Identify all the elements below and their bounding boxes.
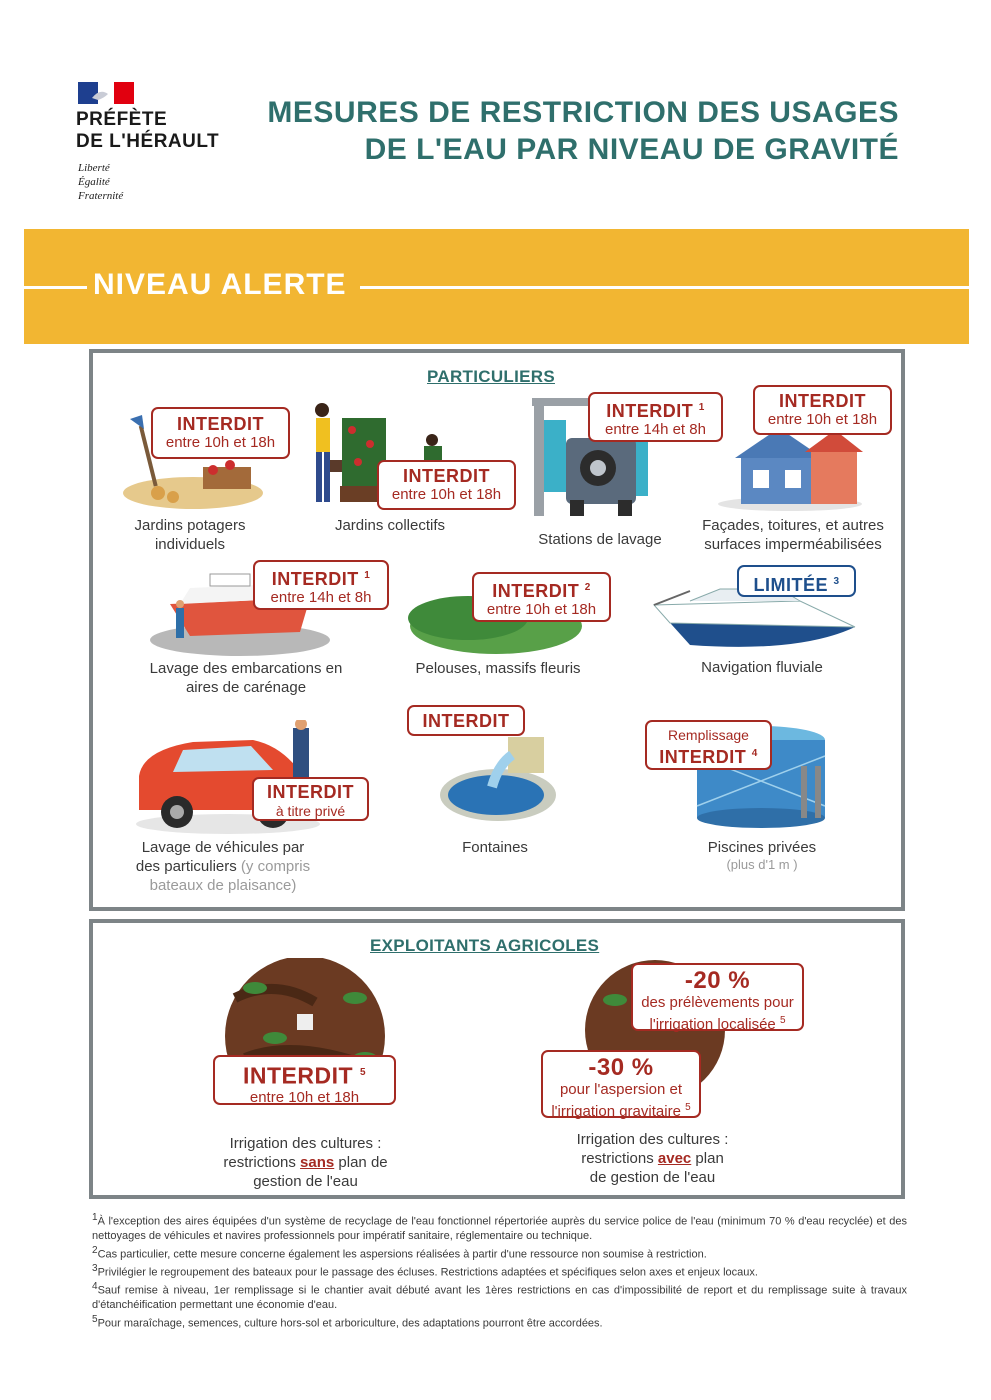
- badge-footnote-ref: 5: [359, 1067, 366, 1078]
- badge-condition: à titre privé: [275, 803, 346, 819]
- caption-fontaines: [425, 838, 565, 857]
- motto-fraternite: Fraternité: [78, 190, 124, 202]
- marianne-flag-logo: [78, 82, 134, 104]
- badge-detail: l'irrigation gravitaire: [551, 1103, 681, 1120]
- badge-jardins-collectifs: [377, 460, 516, 510]
- badge-label: INTERDIT: [606, 401, 694, 421]
- prefecture-line1: PRÉFÈTE: [76, 109, 168, 130]
- footnote-text: Privilégier le regroupement des bateaux pour le passage des écluses. Restrictions adaptées et spécifiques selon axes et enjeux locaux.: [97, 1266, 758, 1279]
- badge-hours: entre 10h et 18h: [767, 411, 878, 428]
- badge-hours: entre 14h et 8h: [270, 589, 372, 606]
- badge-footnote-ref: 3: [833, 576, 840, 587]
- badge-footnote-ref: 2: [584, 582, 591, 593]
- badge-piscines: [645, 720, 772, 770]
- prefecture-name: [76, 109, 219, 153]
- caption-line: des particuliers: [135, 858, 237, 875]
- badge-label: INTERDIT: [242, 1062, 354, 1089]
- footnote-2: [92, 1244, 907, 1262]
- badge-percent: -30 %: [588, 1054, 654, 1081]
- caption-line: Lavage des embarcations en: [149, 660, 343, 677]
- agricoles-title: EXPLOITANTS AGRICOLES: [370, 936, 600, 955]
- caption-pelouses: [398, 659, 598, 678]
- caption-line: Piscines privées: [707, 839, 817, 856]
- badge-footnote-ref: 1: [698, 402, 705, 413]
- prefecture-line2: DE L'HÉRAULT: [76, 131, 220, 152]
- footnote-number: 5: [92, 1313, 98, 1325]
- badge-hours: entre 10h et 18h: [165, 434, 276, 451]
- badge-percent: -20 %: [684, 967, 751, 994]
- badge-hours: entre 10h et 18h: [249, 1088, 360, 1106]
- badge-label: INTERDIT: [492, 581, 580, 601]
- caption-line: aires de carénage: [185, 679, 307, 696]
- badge-label: INTERDIT: [271, 569, 359, 589]
- footnote-number: 1: [92, 1212, 98, 1223]
- caption-line: restrictions: [581, 1150, 658, 1167]
- badge-footnote-ref: 5: [779, 1015, 786, 1026]
- badge-irrigation-sans-plan: [213, 1055, 396, 1105]
- caption-line: gestion de l'eau: [253, 1173, 358, 1190]
- caption-stations-lavage: [515, 530, 685, 549]
- caption-line: de gestion de l'eau: [589, 1169, 716, 1186]
- caption-line: surfaces imperméabilisées: [704, 536, 882, 553]
- badge-footnote-ref: 5: [685, 1102, 691, 1113]
- motto-liberte: Liberté: [78, 162, 110, 174]
- badge-hours: entre 10h et 18h: [391, 486, 502, 503]
- caption-line: Jardins collectifs: [334, 517, 446, 534]
- badge-prefix: Remplissage: [668, 727, 749, 743]
- caption-line: Fontaines: [462, 839, 528, 856]
- caption-emphasis: avec: [657, 1150, 692, 1167]
- caption-line: plan de: [334, 1154, 388, 1171]
- band-divider-left: [24, 286, 87, 289]
- badge-navigation: [737, 565, 856, 597]
- badge-reduction-30: [541, 1050, 701, 1118]
- footnote-4: [92, 1280, 907, 1313]
- badge-label: INTERDIT: [177, 414, 264, 434]
- footnote-text: Cas particulier, cette mesure concerne également les aspersions réalisées à partir d'une ressource non soumise à restriction.: [97, 1248, 707, 1261]
- alert-level-title: NIVEAU ALERTE: [93, 268, 347, 301]
- badge-facades: [753, 385, 892, 435]
- badge-label: INTERDIT: [779, 391, 866, 411]
- footnote-3: [92, 1262, 907, 1280]
- badge-footnote-ref: 1: [364, 570, 371, 581]
- caption-irrigation-avec-plan: [540, 1130, 765, 1187]
- republic-motto: [78, 161, 123, 203]
- particuliers-title: PARTICULIERS: [427, 367, 555, 386]
- badge-label: LIMITÉE: [753, 575, 828, 595]
- caption-navigation: [672, 658, 852, 677]
- page-title-line2: DE L'EAU PAR NIVEAU DE GRAVITÉ: [364, 133, 899, 166]
- fountain-icon: [438, 735, 560, 830]
- badge-lavage-vehicules: [252, 777, 369, 821]
- badge-label: INTERDIT: [659, 747, 747, 767]
- footnote-text: Sauf remise à niveau, 1er remplissage si le chantier avait débuté avant les 1ères restrictions en cas d'impossibilité de report et du remplissage suite à travaux d'étanchéification permettant une économie d'eau.: [92, 1284, 907, 1312]
- caption-line: Navigation fluviale: [701, 659, 823, 676]
- caption-note: (y compris: [236, 858, 311, 875]
- badge-detail: l'irrigation localisée: [649, 1016, 776, 1033]
- badge-hours: entre 14h et 8h: [605, 421, 706, 438]
- caption-embarcations: [128, 659, 364, 697]
- badge-fontaines: [407, 705, 525, 736]
- caption-line: Lavage de véhicules par: [141, 839, 305, 856]
- footnote-number: 4: [92, 1280, 98, 1292]
- caption-jardins-potagers: [105, 516, 275, 554]
- caption-line: Irrigation des cultures :: [576, 1131, 729, 1148]
- badge-label: INTERDIT: [403, 466, 490, 486]
- caption-piscines: [672, 838, 852, 873]
- badge-stations-lavage: [588, 392, 723, 442]
- footnote-text: À l'exception des aires équipées d'un système de recyclage de l'eau fonctionnel répertoriée auprès du service police de l'eau (minimum 70 % d'eau recyclée) et des nettoyages de véhicules et navires professionnels pour impératif sanitaire, réglementaire ou technique.: [92, 1215, 907, 1243]
- caption-line: restrictions: [223, 1154, 301, 1171]
- caption-line: individuels: [154, 536, 226, 553]
- footnote-number: 2: [92, 1244, 98, 1256]
- badge-footnote-ref: 4: [751, 748, 758, 759]
- caption-line: Jardins potagers: [134, 517, 246, 534]
- caption-facades: [683, 516, 903, 554]
- badge-detail: pour l'aspersion et: [559, 1081, 683, 1098]
- band-divider-right: [360, 286, 969, 289]
- badge-label: INTERDIT: [422, 711, 510, 731]
- badge-hours: entre 10h et 18h: [486, 601, 597, 618]
- page-title-line1: MESURES DE RESTRICTION DES USAGES: [267, 96, 899, 129]
- caption-jardins-collectifs: [305, 516, 475, 535]
- footnote-number: 3: [92, 1262, 98, 1274]
- caption-irrigation-sans-plan: [193, 1134, 418, 1191]
- caption-line: Façades, toitures, et autres: [702, 517, 884, 534]
- badge-pelouses: [472, 572, 611, 622]
- caption-line: Stations de lavage: [538, 531, 662, 548]
- badge-reduction-20: [631, 963, 804, 1031]
- caption-note: (plus d'1 m ): [726, 857, 798, 872]
- badge-detail: des prélèvements pour: [641, 994, 794, 1011]
- caption-note: bateaux de plaisance): [149, 877, 297, 894]
- caption-line: Irrigation des cultures :: [229, 1135, 382, 1152]
- page-title: [267, 94, 899, 168]
- badge-label: INTERDIT: [267, 782, 354, 802]
- caption-line: Pelouses, massifs fleuris: [415, 660, 581, 677]
- caption-line: plan: [691, 1150, 724, 1167]
- footnote-text: Pour maraîchage, semences, culture hors-sol et arboriculture, des adaptations pourront être accordées.: [97, 1317, 603, 1330]
- caption-emphasis: sans: [300, 1154, 335, 1171]
- footnote-5: [92, 1313, 907, 1331]
- badge-jardins-potagers: [151, 407, 290, 459]
- caption-lavage-vehicules: [118, 838, 328, 895]
- badge-embarcations: [253, 560, 389, 610]
- footnotes: [92, 1211, 907, 1331]
- footnote-1: [92, 1211, 907, 1244]
- house-icon: [715, 422, 865, 512]
- motto-egalite: Égalité: [78, 176, 110, 188]
